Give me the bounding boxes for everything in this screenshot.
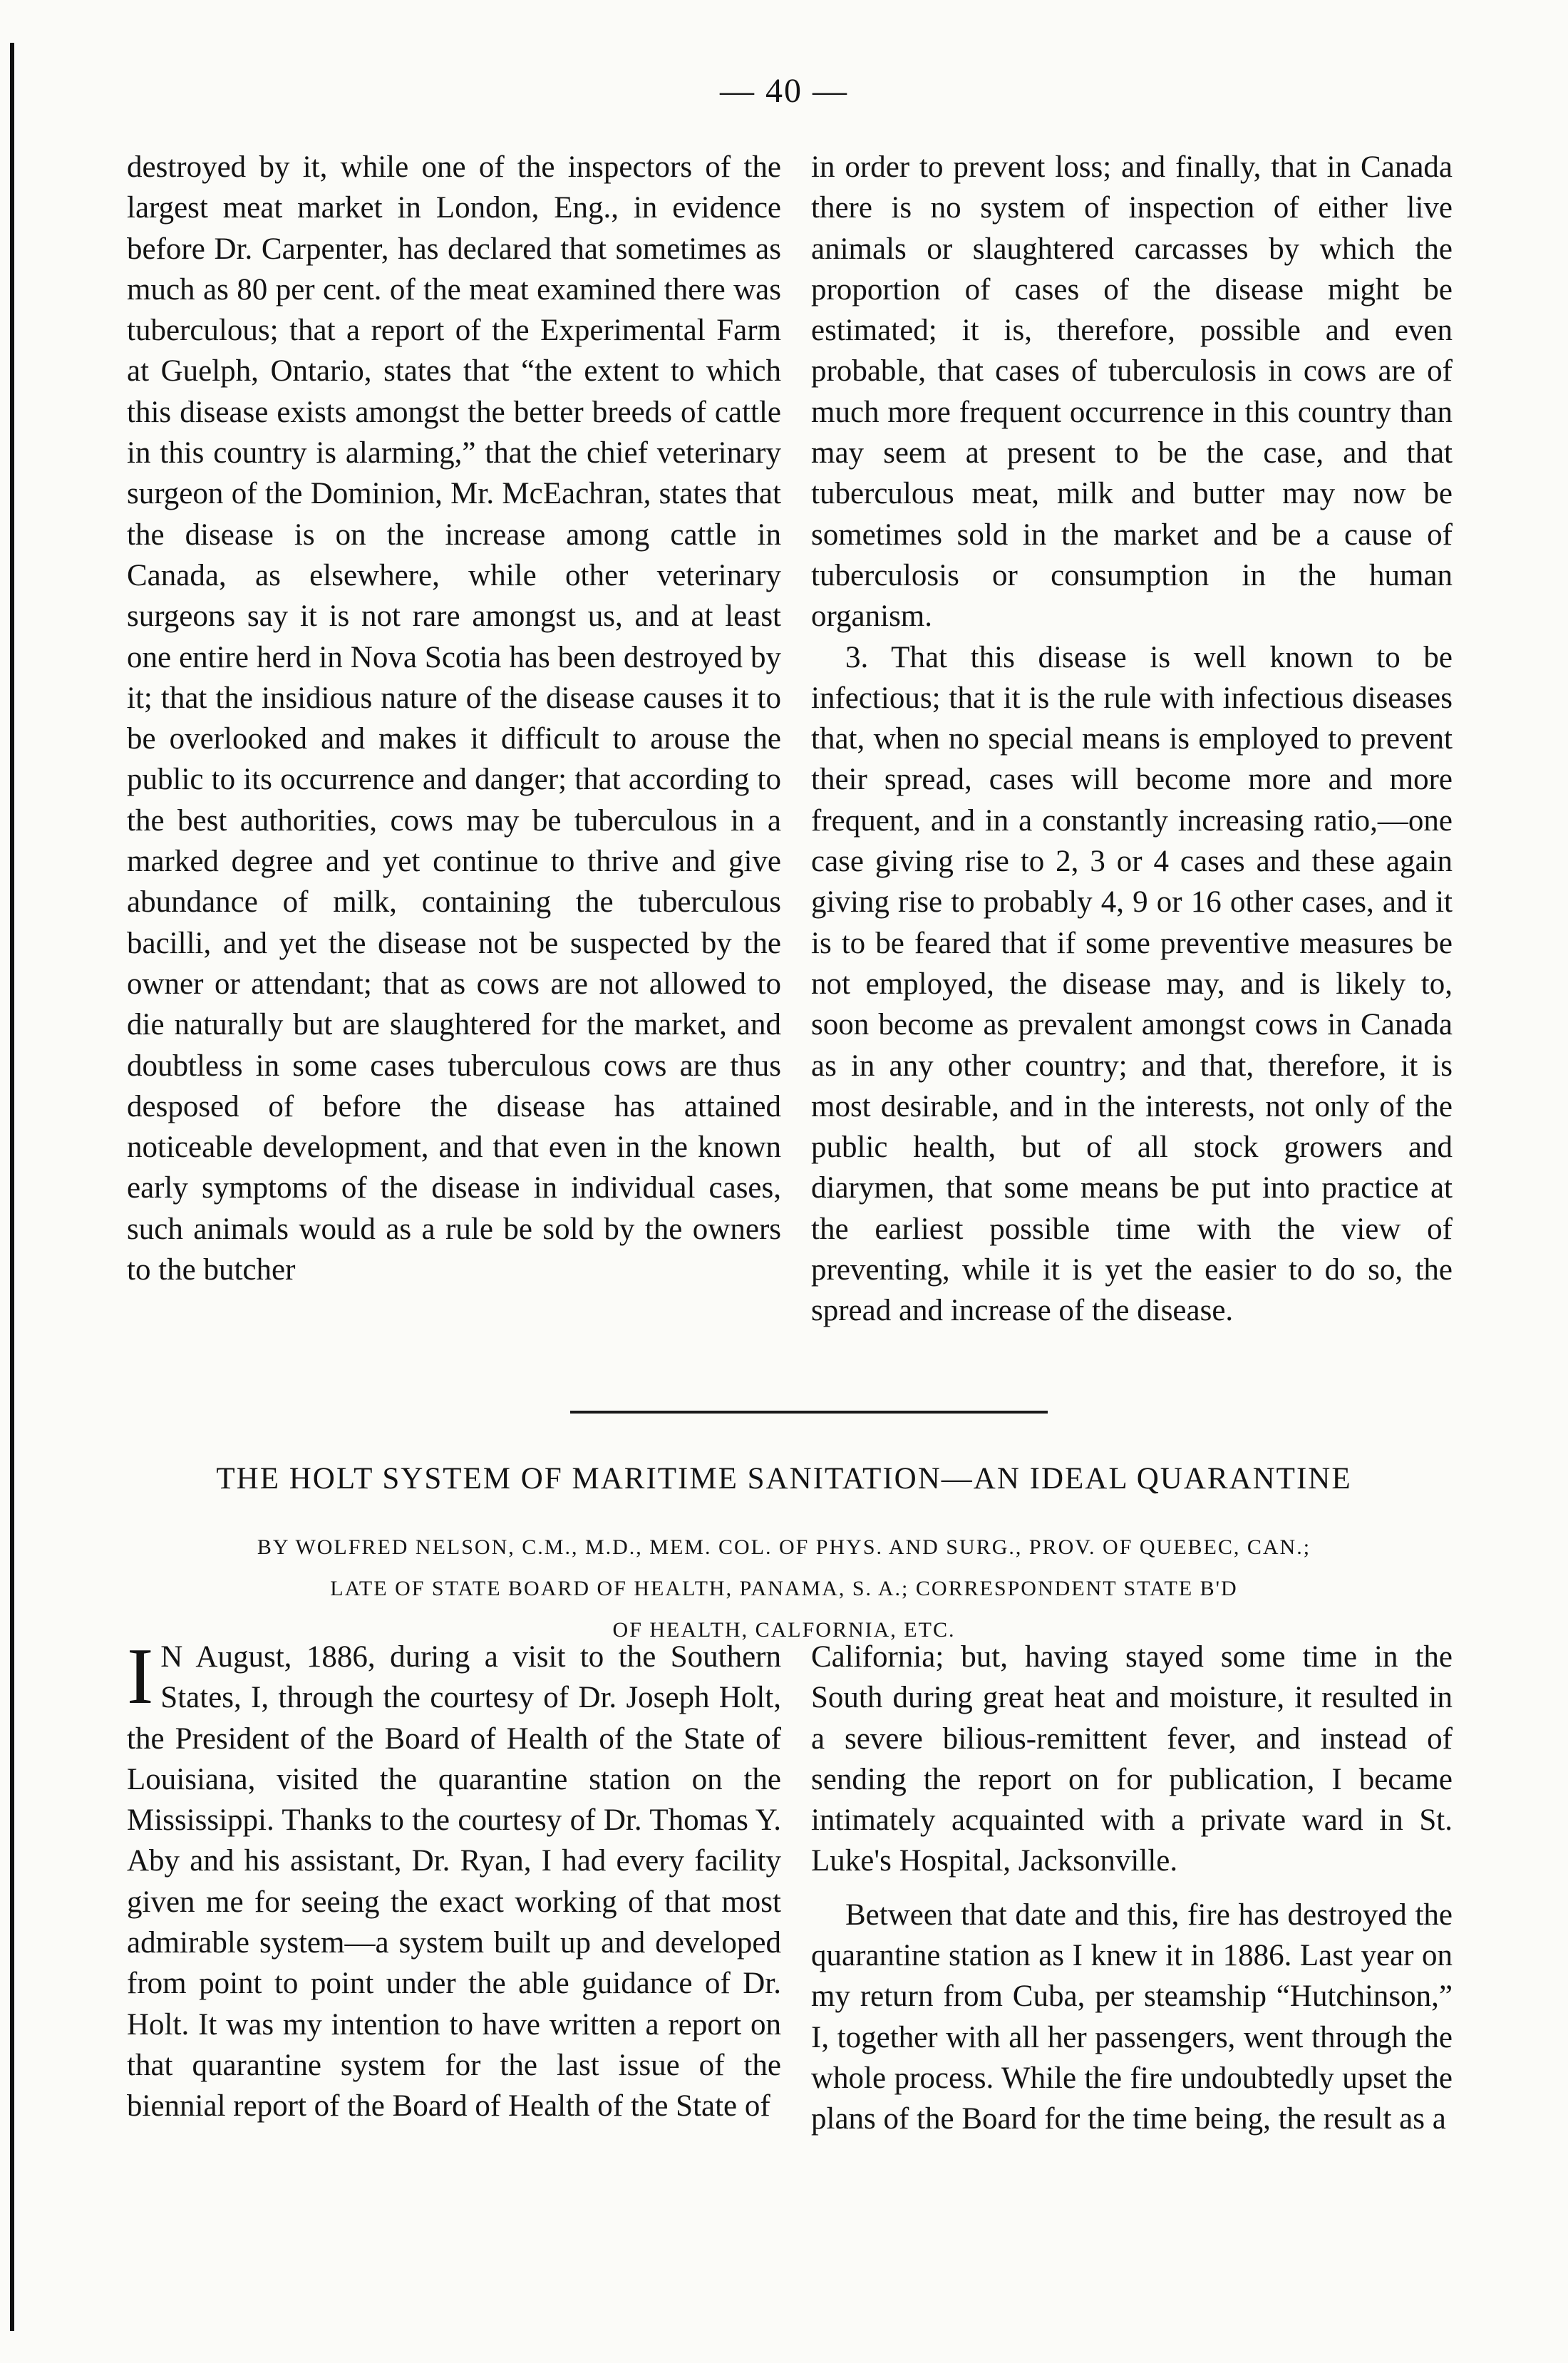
opening-paragraph-text: N August, 1886, during a visit to the Southern States, I, through the courtesy of Dr. Joseph Holt, the President of the Board of Health of the State of Louisiana, visited the quarantine station on the Mississippi. Thanks to the courtesy of Dr. Thomas Y. Aby and his assistant, Dr. Ryan, I had every facility given me for seeing the exact working of that most admirable system—a system built up and developed from point to point under the able guidance of Dr. Holt. It was my intention to have written a report on that quarantine system for the last issue of the biennial report of the Board of Health of the State of — [127, 1640, 781, 2123]
byline-line-3: OF HEALTH, CALFORNIA, ETC. — [612, 1618, 956, 1642]
lower-left-column — [127, 1632, 781, 2127]
margin-scan-edge — [10, 43, 14, 2331]
continued-paragraph-end: in order to prevent loss; and finally, that in Canada there is no system of inspection of either live animals or slaughtered carcasses by which the proportion of cases of the disease might be estimated; it is, therefore, possible and even probable, that cases of tuberculosis in cows are of much more frequent occurrence in this country than may seem at present to be the case, and that tuberculous meat, milk and butter may now be sometimes sold in the market and be a cause of tuberculosis or consumption in the human organism. — [811, 150, 1453, 634]
california-paragraph: California; but, having stayed some time in the South during great heat and moisture, it resulted in a severe bilious-remittent fever, and instead of sending the report on for publication, I became intimately acquainted with a private ward in St. Luke's Hospital, Jacksonville. — [811, 1640, 1453, 1878]
fire-paragraph: Between that date and this, fire has destroyed the quarantine station as I knew it in 1886. Last year on my return from Cuba, per steamship “Hutchinson,” I, together with all her passengers, went through the whole process. While the fire undoubtedly upset the plans of the Board for the time being, the result as a — [811, 1898, 1453, 2136]
article-byline — [114, 1527, 1454, 1651]
page-number: — 40 — — [720, 72, 848, 110]
continued-paragraph: destroyed by it, while one of the inspectors of the largest meat market in London, Eng., in evidence before Dr. Carpenter, has declared that sometimes as much as 80 per cent. of the meat examined there was tuberculous; that a report of the Experimental Farm at Guelph, Ontario, states that “the extent to which this disease exists amongst the better breeds of cattle in this country is alarming,” that the chief veterinary surgeon of the Dominion, Mr. McEachran, states that the disease is on the increase among cattle in Canada, as elsewhere, while other veterinary surgeons say it is not rare amongst us, and at least one entire herd in Nova Scotia has been destroyed by it; that the insidious nature of the disease causes it to be overlooked and makes it difficult to arouse the public to its occurrence and danger; that according to the best authorities, cows may be tuberculous in a marked degree and yet continue to thrive and give abundance of milk, containing the tuberculous bacilli, and yet the disease not be suspected by the owner or attendant; that as cows are not allowed to die naturally but are slaughtered for the market, and doubtless in some cases tuberculous cows are thus desposed of before the disease has attained noticeable development, and that even in the known early symptoms of the disease in individual cases, such animals would as a rule be sold by the owners to the butcher — [127, 150, 781, 1287]
byline-line-2: LATE OF STATE BOARD OF HEALTH, PANAMA, S. A.; CORRESPONDENT STATE B'D — [330, 1577, 1238, 1600]
article-title: THE HOLT SYSTEM OF MARITIME SANITATION—AN IDEAL QUARANTINE — [216, 1462, 1352, 1495]
upper-right-column — [811, 147, 1453, 1332]
section-divider — [570, 1411, 1048, 1414]
opening-paragraph — [127, 1632, 781, 2127]
numbered-paragraph-3: 3. That this disease is well known to be infectious; that it is the rule with infectious diseases that, when no special means is employed to prevent their spread, cases will become more and more frequent, and in a constantly increasing ratio,—one case giving rise to 2, 3 or 4 cases and these again giving rise to probably 4, 9 or 16 other cases, and it is to be feared that if some preventive measures be not employed, the disease may, and is likely to, soon become as prevalent amongst cows in Canada as in any other country; and that, therefore, it is most desirable, and in the interests, not only of the public health, but of all stock growers and diarymen, that some means be put into practice at the earliest possible time with the view of preventing, while it is yet the easier to do so, the spread and increase of the disease. — [811, 640, 1453, 1328]
upper-left-column — [127, 147, 781, 1290]
lower-right-column — [811, 1637, 1453, 2140]
byline-line-1: BY WOLFRED NELSON, C.M., M.D., MEM. COL. OF PHYS. AND SURG., PROV. OF QUEBEC, CAN.; — [257, 1535, 1311, 1559]
drop-cap: I — [127, 1632, 154, 1721]
